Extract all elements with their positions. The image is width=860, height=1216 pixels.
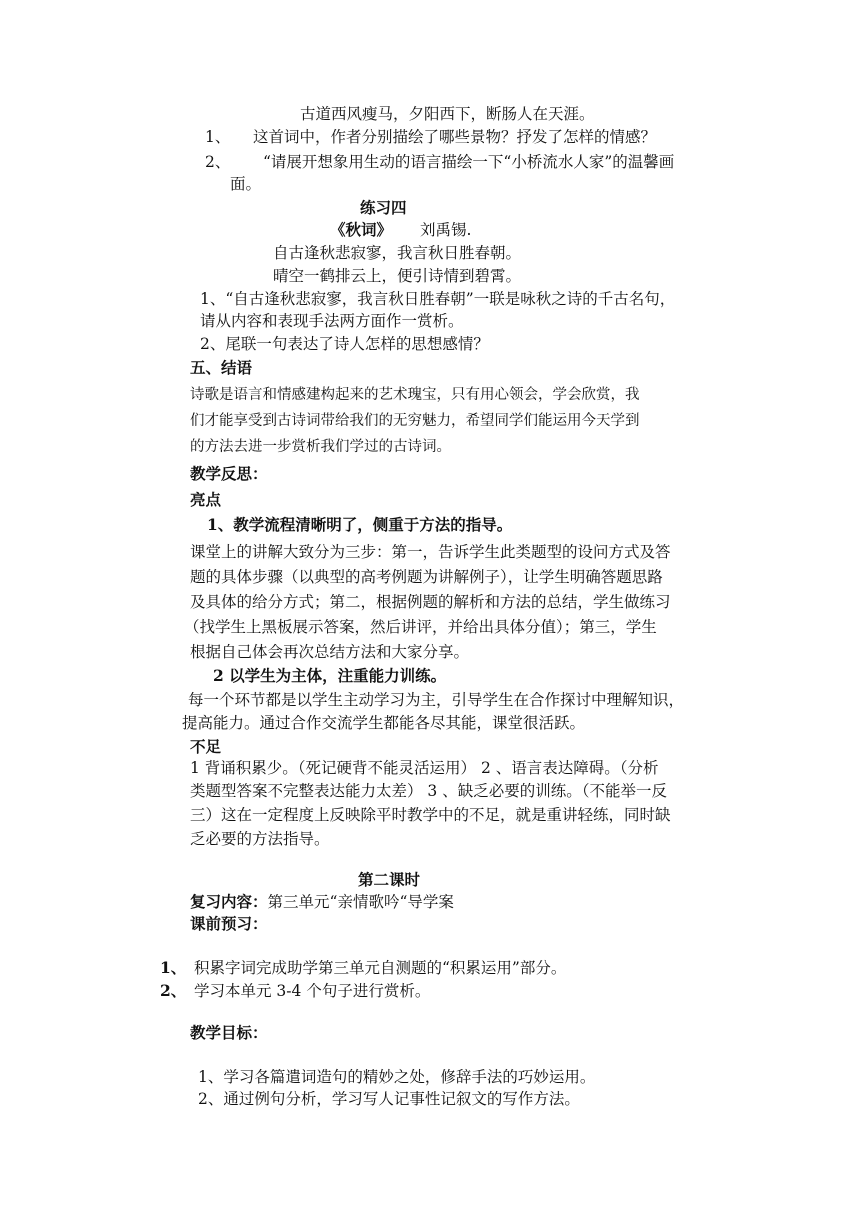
- poem-tail-line: 古道西风瘦马，夕阳西下，断肠人在天涯。: [300, 105, 595, 123]
- conclusion-line-2: 们才能享受到古诗词带给我们的无穷魅力，希望同学们能运用今天学到: [190, 413, 640, 429]
- preview-item-1-number: 1、: [160, 958, 187, 977]
- teaching-goal-1: 1、学习各篇遣词造句的精妙之处，修辞手法的巧妙运用。: [198, 1068, 596, 1086]
- question-1-text: 这首词中，作者分别描绘了哪些景物？抒发了怎样的情感？: [253, 128, 657, 146]
- poem-line-1: 自古逢秋悲寂寥，我言秋日胜春朝。: [273, 244, 522, 262]
- review-content-label: 复习内容：: [190, 892, 268, 911]
- exercise-4-question-2: 2、尾联一句表达了诗人怎样的思想感情？: [200, 335, 489, 353]
- preview-item-2-text: 学习本单元 3-4 个句子进行赏析。: [194, 982, 431, 1000]
- pre-class-preview-title: 课前预习：: [190, 914, 268, 933]
- poem-heading: [330, 219, 471, 241]
- teaching-reflection-title: 教学反思：: [190, 464, 268, 483]
- section-5-title: 五、结语: [190, 358, 253, 377]
- question-1: [205, 126, 656, 148]
- preview-item-2: [160, 980, 430, 1002]
- question-1-number: 1、: [205, 128, 231, 146]
- highlight-1-line-5: 根据自己体会再次总结方法和大家分享。: [190, 643, 470, 661]
- highlight-1-line-2: 题的具体步骤（以典型的高考例题为讲解例子），让学生明确答题思路: [190, 568, 663, 586]
- lesson-2-title: 第二课时: [358, 870, 421, 889]
- shortcomings-line-2: 类题型答案不完整表达能力太差） 3 、缺乏必要的训练。（不能举一反: [190, 782, 667, 800]
- highlight-2-title: 2 以学生为主体，注重能力训练。: [213, 666, 447, 685]
- highlight-1-line-3: 及具体的给分方式；第二，根据例题的解析和方法的总结，学生做练习: [190, 593, 671, 611]
- question-2-continued: 面。: [230, 175, 262, 193]
- shortcomings-title: 不足: [190, 737, 222, 756]
- shortcomings-line-1: 1 背诵积累少。（死记硬背不能灵活运用） 2 、语言表达障碍。（分析: [190, 759, 659, 777]
- shortcomings-line-4: 乏必要的方法指导。: [190, 830, 330, 848]
- question-2-text: “请展开想象用生动的语言描绘一下“小桥流水人家”的温馨画: [263, 153, 675, 171]
- teaching-goal-2: 2、通过例句分析，学习写人记事性记叙文的写作方法。: [198, 1090, 580, 1108]
- exercise-4-question-1: 1、“自古逢秋悲寂寥，我言秋日胜春朝”一联是咏秋之诗的千古名句，: [200, 290, 676, 308]
- highlight-1-line-4: （找学生上黑板展示答案，然后讲评，并给出具体分值）；第三，学生: [184, 618, 657, 636]
- conclusion-line-3: 的方法去进一步赏析我们学过的古诗词。: [190, 439, 451, 455]
- poem-title: 《秋词》: [330, 220, 393, 239]
- preview-item-1: [160, 957, 566, 979]
- preview-item-1-text: 积累字词完成助学第三单元自测题的“积累运用”部分。: [194, 959, 567, 977]
- highlights-title: 亮点: [190, 490, 222, 509]
- poem-author: 刘禹锡.: [420, 221, 472, 239]
- highlight-2-line-1: 每一个环节都是以学生主动学习为主，引导学生在合作探讨中理解知识，: [188, 691, 685, 709]
- highlight-2-line-2: 提高能力。通过合作交流学生都能各尽其能，课堂很活跃。: [182, 714, 586, 732]
- review-content-text: 第三单元“亲情歌吟“导学案: [267, 893, 454, 911]
- highlight-1-line-1: 课堂上的讲解大致分为三步：第一，告诉学生此类题型的设问方式及答: [190, 543, 671, 561]
- exercise-4-question-1-continued: 请从内容和表现手法两方面作一赏析。: [200, 312, 464, 330]
- preview-item-2-number: 2、: [160, 981, 187, 1000]
- question-2-number: 2、: [205, 153, 231, 171]
- exercise-4-title: 练习四: [360, 198, 407, 217]
- highlight-1-title: 1、教学流程清晰明了，侧重于方法的指导。: [207, 515, 513, 534]
- conclusion-line-1: 诗歌是语言和情感建构起来的艺术瑰宝，只有用心领会，学会欣赏，我: [190, 387, 640, 403]
- shortcomings-line-3: 三）这在一定程度上反映除平时教学中的不足，就是重讲轻练，同时缺: [190, 806, 671, 824]
- teaching-goals-title: 教学目标：: [190, 1023, 268, 1042]
- question-2: [205, 151, 674, 173]
- review-content: [190, 891, 454, 913]
- poem-line-2: 晴空一鹤排云上，便引诗情到碧霄。: [273, 267, 522, 285]
